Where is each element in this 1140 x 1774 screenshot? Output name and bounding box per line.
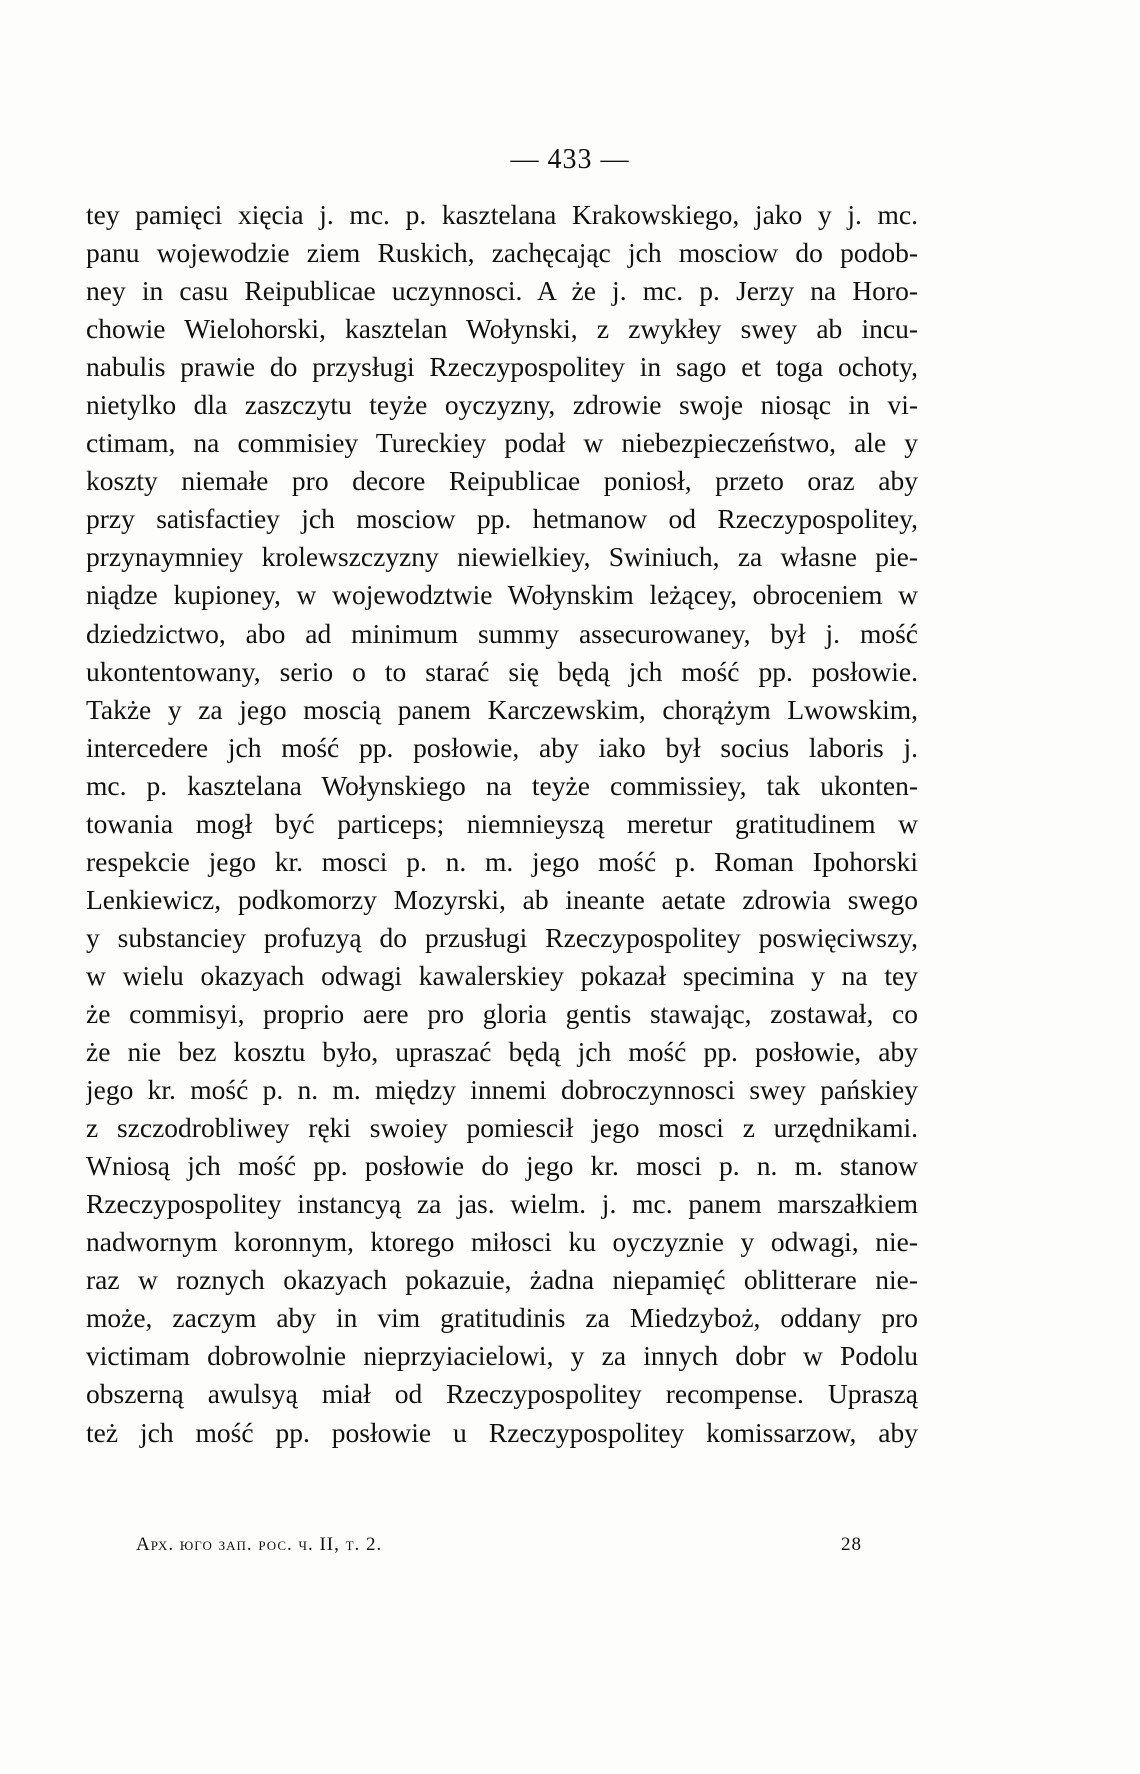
text-line: Wniosą jch mość pp. posłowie do jego kr. mosci p. n. m. stanow <box>86 1150 918 1182</box>
text-line: nabulis prawie do przysługi Rzeczypospolitey in sago et toga ochoty, <box>86 351 918 383</box>
text-line: Rzeczypospolitey instancyą za jas. wielm. j. mc. panem marszałkiem <box>86 1188 918 1220</box>
text-line: że nie bez kosztu było, upraszać będą jch mość pp. posłowie, aby <box>86 1036 918 1068</box>
text-line: mc. p. kasztelana Wołynskiego na teyże commissiey, tak ukonten- <box>86 769 918 801</box>
text-line: Także y za jego moscią panem Karczewskim, chorążym Lwowskim, <box>86 693 918 725</box>
text-line: nadwornym koronnym, ktorego miłosci ku oyczyznie y odwagi, nie- <box>86 1226 918 1258</box>
text-line: koszty niemałe pro decore Reipublicae poniosł, przeto oraz aby <box>86 465 918 497</box>
text-line: też jch mość pp. posłowie u Rzeczypospolitey komissarzow, aby <box>86 1416 918 1448</box>
text-line: ctimam, na commisiey Tureckiey podał w niebezpieczeństwo, ale y <box>86 427 918 459</box>
footer-signature: Арх. юго зап. рос. ч. II, т. 2. <box>136 1534 383 1555</box>
text-line: z szczodrobliwey ręki swoiey pomiescił jego mosci z urzędnikami. <box>86 1112 918 1144</box>
text-line: y substanciey profuzyą do przusługi Rzeczypospolitey poswięciwszy, <box>86 921 918 953</box>
text-line: niądze kupioney, w wojewodztwie Wołynskim leżącey, obroceniem w <box>86 579 918 611</box>
text-line: Lenkiewicz, podkomorzy Mozyrski, ab ineante aetate zdrowia swego <box>86 883 918 915</box>
text-line: tey pamięci xięcia j. mc. p. kasztelana Krakowskiego, jako y j. mc. <box>86 199 918 230</box>
page-footer <box>136 1534 862 1564</box>
text-line: obszerną awulsyą miał od Rzeczypospolitey recompense. Upraszą <box>86 1378 918 1410</box>
text-line: nietylko dla zaszczytu teyże oyczyzny, zdrowie swoje niosąc in vi- <box>86 389 918 421</box>
text-line: przynaymniey krolewszczyzny niewielkiey, Swiniuch, za własne pie- <box>86 541 918 573</box>
text-line: intercedere jch mość pp. posłowie, aby iako był socius laboris j. <box>86 731 918 763</box>
text-line: dziedzictwo, abo ad minimum summy assecurowaney, był j. mość <box>86 617 918 649</box>
footer-sheet-number: 28 <box>841 1534 862 1555</box>
text-line: jego kr. mość p. n. m. między innemi dobroczynnosci swey pańskiey <box>86 1074 918 1106</box>
text-line: victimam dobrowolnie nieprzyiacielowi, y za innych dobr w Podolu <box>86 1340 918 1372</box>
text-line: respekcie jego kr. mosci p. n. m. jego mość p. Roman Ipohorski <box>86 845 918 877</box>
text-line: panu wojewodzie ziem Ruskich, zachęcając jch mosciow do podob- <box>86 237 918 269</box>
text-line: ukontentowany, serio o to starać się będą jch mość pp. posłowie. <box>86 655 918 687</box>
text-line: może, zaczym aby in vim gratitudinis za Miedzyboż, oddany pro <box>86 1302 918 1334</box>
text-line: raz w roznych okazyach pokazuie, żadna niepamięć oblitterare nie- <box>86 1264 918 1296</box>
text-line: chowie Wielohorski, kasztelan Wołynski, z zwykłey swey ab incu- <box>86 313 918 345</box>
text-line: ney in casu Reipublicae uczynnosci. A że j. mc. p. Jerzy na Horo- <box>86 275 918 307</box>
page-number: — 433 — <box>510 144 630 175</box>
body-text <box>86 196 918 1452</box>
text-line: że commisyi, proprio aere pro gloria gentis stawając, zostawał, co <box>86 997 918 1029</box>
text-line: w wielu okazyach odwagi kawalerskiey pokazał specimina y na tey <box>86 959 918 991</box>
text-line: przy satisfactiey jch mosciow pp. hetmanow od Rzeczypospolitey, <box>86 503 918 535</box>
text-line: towania mogł być particeps; niemnieyszą meretur gratitudinem w <box>86 807 918 839</box>
